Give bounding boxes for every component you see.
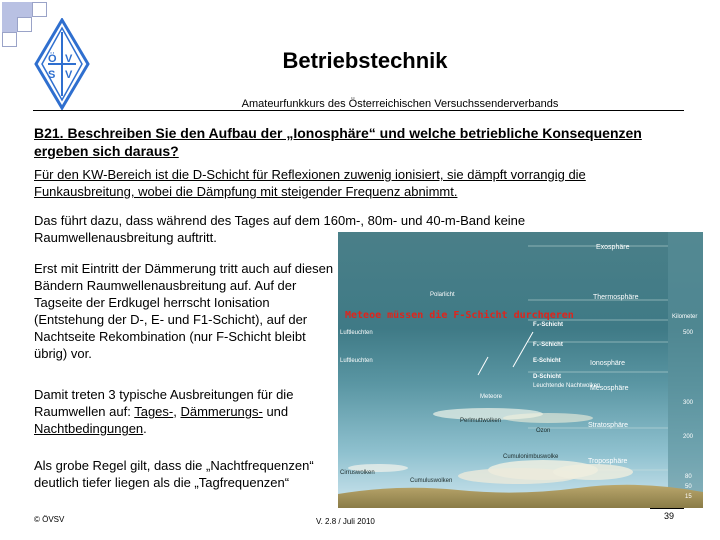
conditions-sep: und	[262, 404, 289, 419]
page-title: Betriebstechnik	[282, 48, 448, 73]
label-polarlicht: Polarlicht	[430, 292, 455, 298]
km-300: 300	[683, 400, 694, 406]
layer-e: E-Schicht	[533, 358, 561, 364]
page-number: 39	[664, 511, 675, 521]
meteor-annotation: Meteoe müssen die F-Schicht durchqeren	[345, 310, 574, 321]
region-mesosphere: Mesosphäre	[590, 385, 629, 392]
svg-text:Ö: Ö	[48, 53, 57, 65]
paragraph-day-bands: Das führt dazu, dass während des Tages auf dem 160m-, 80m- und 40-m-Band keine Raumwellenausbreitung auftritt.	[34, 213, 526, 245]
label-meteore: Meteore	[480, 394, 503, 400]
km-80: 80	[685, 474, 692, 480]
label-cumuluswolken: Cumuluswolken	[410, 478, 453, 484]
region-stratosphere: Stratosphäre	[588, 422, 629, 429]
km-500: 500	[683, 330, 694, 336]
label-luftleuchten-1: Luftleuchten	[340, 330, 373, 336]
paragraph-rule: Als grobe Regel gilt, dass die „Nachtfrequenzen“ deutlich tiefer liegen als die „Tagfrequenzen“	[34, 458, 314, 490]
layer-f2: F₂-Schicht	[533, 322, 563, 328]
label-cumulonimbus: Cumulonimbuswolke	[503, 454, 559, 460]
layer-d: D-Schicht	[533, 374, 562, 380]
region-exosphere: Exosphäre	[596, 244, 630, 251]
label-ozon: Ozon	[536, 428, 551, 434]
region-troposphere: Troposphäre	[588, 458, 628, 465]
paragraph-dusk: Erst mit Eintritt der Dämmerung tritt auch auf diesen Bändern Raumwellenausbreitung auf. Auf der Tagseite der Erdkugel herrscht Ionisation (Entstehung der D-, E- und F1-Schicht), auf der Nachtseite Rekombination (nur F-Schicht bleibt übrig) vor.	[34, 261, 334, 361]
conditions-dusk: Dämmerungs-	[180, 404, 263, 419]
header-divider	[33, 110, 684, 111]
svg-text:V: V	[65, 69, 73, 81]
conditions-day: Tages-	[134, 404, 174, 419]
km-200: 200	[683, 434, 694, 440]
svg-text:V: V	[65, 53, 73, 65]
question-heading: B21. Beschreiben Sie den Aufbau der „Ionosphäre“ und welche betriebliche Konsequenzen ergeben sich daraus?	[34, 125, 642, 159]
label-cirruswolken: Cirruswolken	[340, 470, 375, 476]
region-thermosphere: Thermosphäre	[593, 294, 639, 301]
km-15: 15	[685, 494, 692, 500]
label-luftleuchten-2: Luftleuchten	[340, 358, 373, 364]
conditions-night: Nachtbedingungen	[34, 421, 144, 436]
svg-text:S: S	[48, 69, 56, 81]
label-perlmuttwolken: Perlmuttwolken	[460, 418, 502, 424]
footer-copyright: © ÖVSV	[34, 515, 65, 524]
footer-rule	[650, 508, 684, 509]
atmosphere-diagram	[338, 232, 703, 508]
footer-version: V. 2.8 / Juli 2010	[316, 517, 375, 526]
conditions-intro: Damit treten 3 typische Ausbreitungen für die Raumwellen auf:	[34, 387, 294, 419]
oevsv-logo	[34, 18, 90, 110]
region-ionosphere: Ionosphäre	[590, 360, 626, 367]
km-label: Kilometer	[672, 314, 698, 320]
paragraph-d-layer: Für den KW-Bereich ist die D-Schicht für Reflexionen zuwenig ionisiert, sie dämpft vorrangig die Funkausbreitung, wobei die Dämpfung mit steigender Frequenz abnimmt.	[34, 167, 586, 199]
page-subtitle: Amateurfunkkurs des Österreichischen Versuchssenderverbands	[241, 98, 559, 110]
km-50: 50	[685, 484, 692, 490]
label-leuchtende-nachtwolken: Leuchtende Nachtwolken	[533, 383, 601, 389]
layer-f1: F₁-Schicht	[533, 342, 563, 348]
conditions-end: .	[143, 421, 147, 436]
conditions-sep: ,	[173, 404, 181, 419]
paragraph-conditions	[34, 386, 334, 437]
